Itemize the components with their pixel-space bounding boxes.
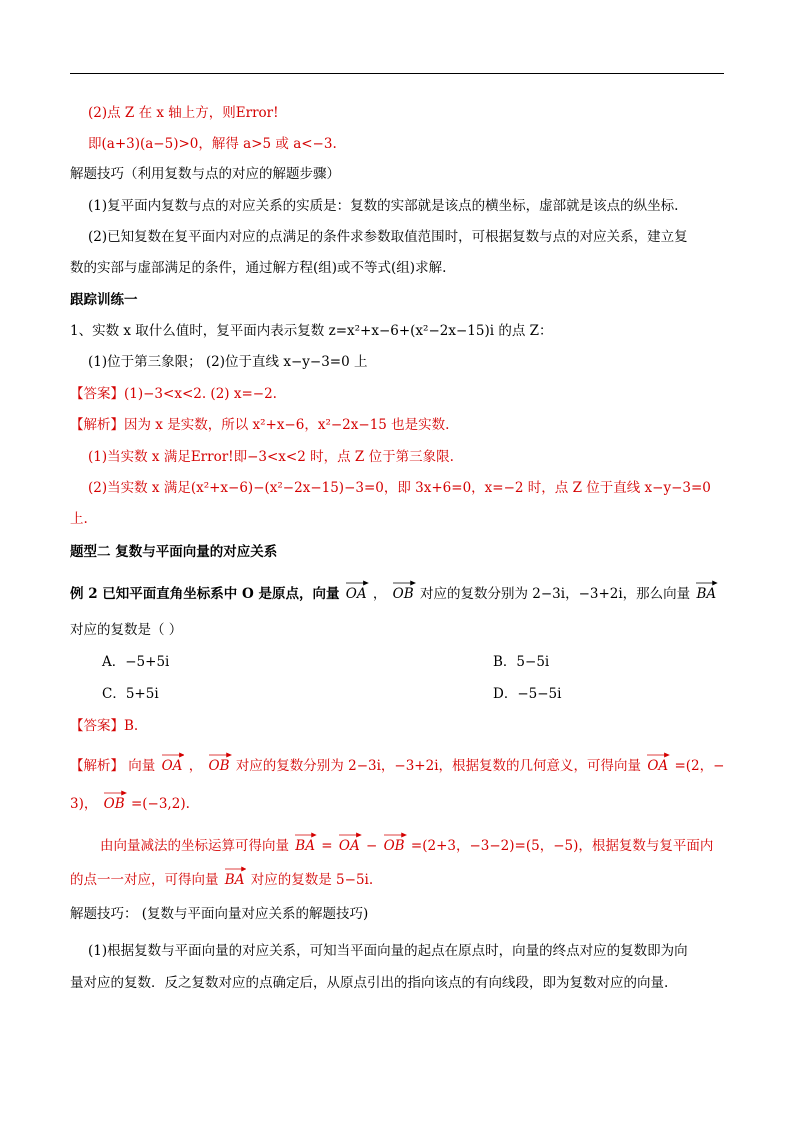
vector-oa: OA bbox=[647, 752, 668, 772]
header-rule bbox=[70, 73, 724, 74]
exercise-answer: 【答案】(1)−3<x<2. (2) x=−2. bbox=[70, 386, 277, 402]
example-2-text-a: 例 2 已知平面直角坐标系中 O 是原点，向量 bbox=[70, 586, 340, 602]
example-2-analysis: 【解析】 向量 OA ， OB 对应的复数分别为 2−3i，−3+2i，根据复数的几何意义，可得向量 OA =(2，− bbox=[70, 752, 724, 776]
exercise-question: 1、实数 x 取什么值时，复平面内表示复数 z=x²+x−6+(x²−2x−15)i 的点 Z： bbox=[70, 323, 553, 339]
vector-ba: BA bbox=[696, 580, 716, 600]
example-2-answer: 【答案】B. bbox=[70, 718, 139, 734]
tip-heading-2: 解题技巧： (复数与平面向量对应关系的解题技巧) bbox=[70, 906, 369, 922]
vector-ob: OB bbox=[209, 752, 230, 772]
tip-point-2-cont: 数的实部与虚部满足的条件，通过解方程(组)或不等式(组)求解. bbox=[70, 260, 447, 276]
vector-ba: BA bbox=[225, 866, 245, 886]
exercise-analysis-1: (1)当实数 x 满足Error!即−3<x<2 时，点 Z 位于第三象限. bbox=[88, 449, 454, 465]
option-c: C．5+5i bbox=[102, 686, 159, 702]
exercise-subquestions: (1)位于第三象限； (2)位于直线 x−y−3=0 上 bbox=[88, 354, 368, 370]
tip2-point-1-cont: 量对应的复数．反之复数对应的点确定后，从原点引出的指向该点的有向线段，即为复数对应的向量. bbox=[70, 975, 669, 991]
vector-ba: BA bbox=[295, 832, 315, 852]
exercise-analysis-2: (2)当实数 x 满足(x²+x−6)−(x²−2x−15)−3=0，即 3x+6=0，x=−2 时，点 Z 位于直线 x−y−3=0 bbox=[88, 480, 711, 496]
tip2-point-1: (1)根据复数与平面向量的对应关系，可知当平面向量的起点在原点时，向量的终点对应的复数即为向 bbox=[88, 943, 688, 959]
solution-line-2: (2)点 Z 在 x 轴上方，则Error! bbox=[88, 105, 279, 121]
vector-ob: OB bbox=[384, 832, 405, 852]
vector-ob: OB bbox=[393, 580, 414, 600]
tip-point-1: (1)复平面内复数与点的对应关系的实质是：复数的实部就是该点的横坐标，虚部就是该点的纵坐标. bbox=[88, 198, 679, 214]
tip-heading: 解题技巧（利用复数与点的对应的解题步骤） bbox=[70, 166, 340, 182]
tip-point-2: (2)已知复数在复平面内对应的点满足的条件求参数取值范围时，可根据复数与点的对应关系，建立复 bbox=[88, 229, 688, 245]
vector-oa: OA bbox=[339, 832, 360, 852]
option-d: D．−5−5i bbox=[493, 686, 562, 702]
exercise-analysis: 【解析】因为 x 是实数，所以 x²+x−6，x²−2x−15 也是实数. bbox=[70, 417, 450, 433]
example-2-text-c: 对应的复数分别为 2−3i，−3+2i，那么向量 bbox=[419, 586, 691, 602]
section-heading-type2: 题型二 复数与平面向量的对应关系 bbox=[70, 544, 278, 560]
example-2-question-cont: 对应的复数是（ ） bbox=[70, 622, 183, 638]
solution-result: 即(a+3)(a−5)>0，解得 a>5 或 a<−3. bbox=[88, 136, 337, 152]
vector-oa: OA bbox=[346, 580, 367, 600]
example-2-sep: ， bbox=[372, 586, 387, 602]
section-heading-practice: 跟踪训练一 bbox=[70, 292, 138, 308]
vector-ob: OB bbox=[104, 790, 125, 810]
example-2-conclusion: 的点一一对应，可得向量 BA 对应的复数是 5−5i. bbox=[70, 866, 373, 890]
exercise-analysis-2-cont: 上. bbox=[70, 511, 88, 527]
example-2-subtraction: 由向量减法的坐标运算可得向量 BA = OA − OB =(2+3，−3−2)=(5，−5)，根据复数与复平面内 bbox=[100, 832, 713, 856]
option-b: B．5−5i bbox=[493, 654, 550, 670]
example-2-question bbox=[70, 580, 718, 604]
vector-oa: OA bbox=[162, 752, 183, 772]
example-2-analysis-cont: 3)， OB =(−3,2). bbox=[70, 790, 190, 814]
option-a: A．−5+5i bbox=[102, 654, 170, 670]
